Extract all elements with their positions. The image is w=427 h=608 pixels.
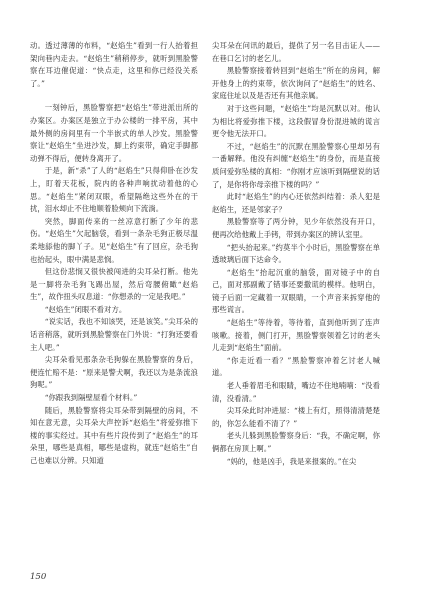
paragraph: 不过，“赵焰生”的沉默在黑脸警察心里却另有一番解释。他没有纠缠“赵焰生”的身份，而是直接质问爱弥坠楼的真相：“你刚才应该听到隔壁说的话了，是你将你母亲推下楼的吗？” bbox=[212, 141, 380, 189]
paragraph: 老人垂着眉毛和眼睛，嘴边不住地喃喃：“没看清，没看清。” bbox=[212, 381, 380, 403]
paragraph: 黑脸警察等了两分钟，见少年依然没有开口，便再次给他戴上手铐，带到办案区的辨认室里。 bbox=[212, 217, 380, 239]
paragraph: 此时“赵焰生”的内心还依然纠结着：杀人犯是赵焰生，还是邻家子？ bbox=[212, 192, 380, 214]
paragraph: “赵焰生”等待着，等待着，直到他听到了连声咳嗽。接着，侧门打开，黑脸警察领着乞讨的老头儿走到“赵焰生”面前。 bbox=[212, 318, 380, 353]
paragraph: 老头儿躲到黑脸警察身后：“我，不确定啊，你俩都在房顶上啊。” bbox=[212, 431, 380, 453]
paragraph: 对于这些问题，“赵焰生”均是沉默以对。他认为相比将爱弥推下楼，这段假冒身份混进城的谎言更令他无法开口。 bbox=[212, 103, 380, 139]
paragraph: 随后，黑脸警察将尖耳朵带到隔壁的房间，不知在意无意，尖耳朵大声控诉“赵焰生”将爱弥推下楼的事实经过。其中有些片段传到了“赵焰生”的耳朵里，哪些是真相，哪些是虚构，就连“赵焰生”自己也难以分辨。只知道 bbox=[30, 405, 198, 465]
left-text-column bbox=[30, 40, 198, 570]
paragraph: 于是，新“杀”了人的“赵焰生”只得仰卧在沙发上，盯着天花板，院内的各种声响扰动着他的心思。“赵焰生”紧闭双眼，希望隔绝这些外在的干扰，泪水却止不住地顺着脸颊向下流淌。 bbox=[30, 166, 198, 214]
right-text-column bbox=[212, 40, 380, 570]
paragraph: “妈的，他是凶手，我是来报案的。”在尖 bbox=[226, 456, 357, 466]
paragraph: 突然，脚面传来的一丝凉意打断了少年的悲伤。“赵焰生”欠起脑袋，看到一条杂毛狗正极尽温柔地舔他的脚丫子。见“赵焰生”有了回应，杂毛狗也抬起头，眼中满是悲悯。 bbox=[30, 216, 198, 264]
paragraph: 黑脸警察接着转回到“赵焰生”所在的房间，解开他身上的约束带，依次询问了“赵焰生”的姓名、家庭住址以及是否还有其他亲属。 bbox=[212, 66, 380, 101]
paragraph: 但这份悲悯又很快被闯进的尖耳朵打断。他先是一脚将杂毛狗飞踢出屋，然后弯腰俯瞰“赵焰生”，故作扭头叹息道：“你想杀的一定是我吧。” bbox=[30, 267, 198, 302]
paragraph: 尖耳朵看见那条杂毛狗躲在黑脸警察的身后，便连忙赔不是：“原来是警犬啊，我还以为是条流浪狗呢。” bbox=[30, 355, 198, 390]
paragraph: “赵焰生”抬起沉重的脑袋，面对镜子中的自己，面对那副戴了错事还要撒谎的模样。他明白，镜子后面一定藏着一双眼睛，一个声音来拆穿他的那些谎言。 bbox=[212, 267, 380, 315]
paragraph: 尖耳朵在问讯的最后，提供了另一名目击证人——在巷口乞讨的老乞儿。 bbox=[212, 41, 380, 63]
paragraph: 尖耳朵此时冲进屋：“楼上有灯，照得清清楚楚的，你怎么能看不清了？” bbox=[212, 406, 380, 428]
paragraph: 一刻钟后，黑脸警察把“赵焰生”带进派出所的办案区。办案区是独立于办公楼的一排平房，其中最外侧的房间里有一个半嵌式的单人沙发。黑脸警察让“赵焰生”坐进沙发，脚上约束带，确定手脚都动弹不得后，便转身离开了。 bbox=[30, 103, 198, 163]
paragraph: “你跟我到隔壁屋看个材料。” bbox=[44, 393, 138, 403]
paragraph: “把头抬起来。”约莫半个小时后，黑脸警察在单透玻璃后面下达命令。 bbox=[212, 242, 380, 265]
paragraph: “你走近看一看？”黑脸警察冲着乞讨老人喊道。 bbox=[212, 355, 380, 378]
page-number: 150 bbox=[30, 572, 47, 582]
paragraph: 动。透过薄薄的布料，“赵焰生”看到一行人抬着担架向巷内走去。“赵焰生”稍稍停步，就听到黑脸警察在耳边催促道：“快点走，这里和你已经没关系了。” bbox=[30, 41, 198, 88]
paragraph: “赵焰生”闭眼不看对方。 bbox=[44, 304, 127, 314]
paragraph: “说实话，我也不知该哭，还是该笑。”尖耳朵的话音稍落，就听到黑脸警察在门外说：“打狗还要看主人吧。” bbox=[30, 317, 198, 352]
